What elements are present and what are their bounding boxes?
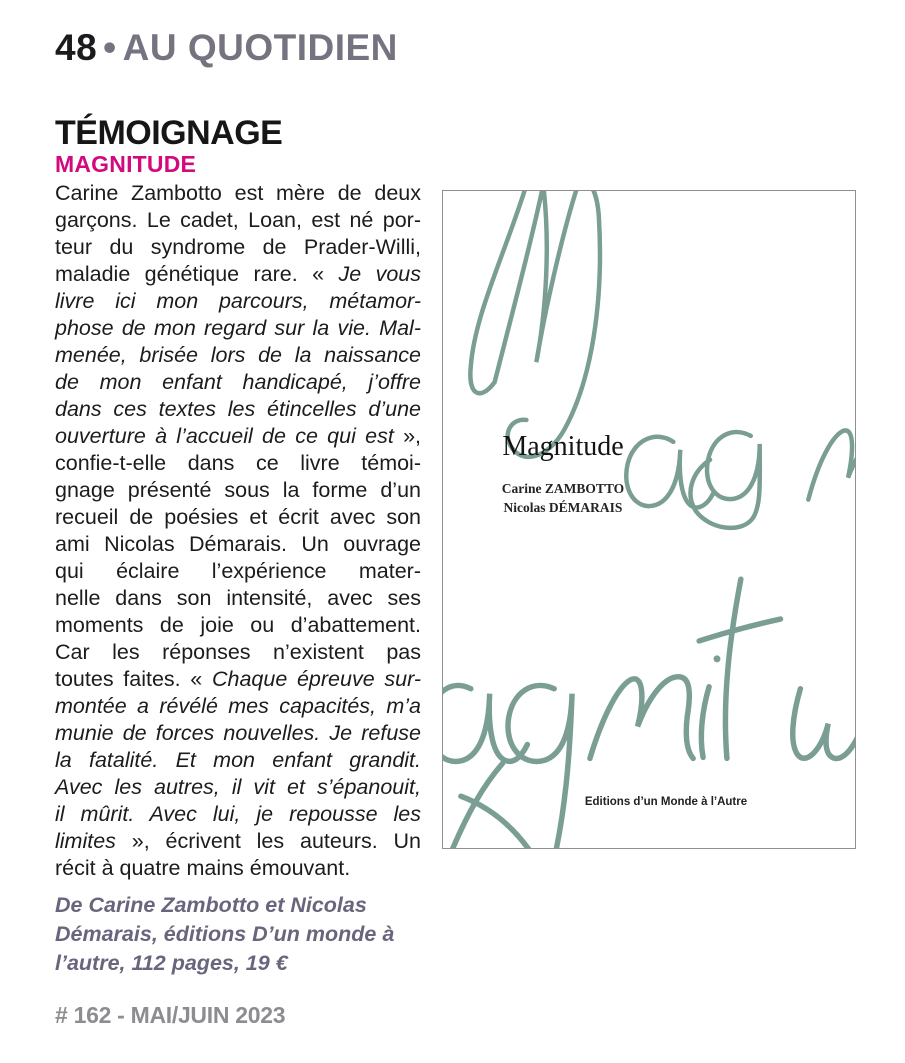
body-line: moments de joie ou d’abattement. bbox=[55, 613, 421, 637]
body-line: menée, brisée lors de la naissance bbox=[55, 343, 421, 367]
section-name: AU QUOTIDIEN bbox=[122, 27, 398, 68]
attribution-line: l’autre, 112 pages, 19 € bbox=[55, 951, 288, 975]
book-cover-image bbox=[442, 190, 856, 849]
body-line: récit à quatre mains émouvant. bbox=[55, 856, 351, 880]
body-line: Carine Zambotto est mère de deux bbox=[55, 181, 421, 205]
script-word-bottom-agnitu bbox=[443, 191, 855, 848]
body-line: de mon enfant handicapé, j’offre bbox=[55, 370, 421, 394]
body-line: il mûrit. Avec lui, je repousse les bbox=[55, 802, 421, 826]
book-authors bbox=[443, 479, 683, 517]
article-body bbox=[55, 180, 421, 882]
body-line: montée a révélé mes capacités, m’a bbox=[55, 694, 421, 718]
body-line: phose de mon regard sur la vie. Mal- bbox=[55, 316, 421, 340]
body-line: gnage présenté sous la forme d’un bbox=[55, 478, 421, 502]
body-line: garçons. Le cadet, Loan, est né por- bbox=[55, 208, 421, 232]
bullet-separator: • bbox=[103, 27, 117, 68]
body-line: ami Nicolas Démarais. Un ouvrage bbox=[55, 532, 421, 556]
body-line: la fatalité. Et mon enfant grandit. bbox=[55, 748, 421, 772]
body-line: limites », écrivent les auteurs. Un bbox=[55, 829, 421, 853]
body-line: dans ces textes les étincelles d’une bbox=[55, 397, 421, 421]
body-line: maladie génétique rare. « Je vous bbox=[55, 262, 421, 286]
book-author: Nicolas DÉMARAIS bbox=[503, 500, 623, 515]
book-author: Carine ZAMBOTTO bbox=[501, 481, 625, 496]
attribution-line: De Carine Zambotto et Nicolas bbox=[55, 893, 367, 917]
page-number: 48 bbox=[55, 27, 98, 68]
body-line: Avec les autres, il vit et s’épanouit, bbox=[55, 775, 421, 799]
book-attribution bbox=[55, 891, 394, 978]
body-line: recueil de poésies et écrit avec son bbox=[55, 505, 421, 529]
issue-footer: # 162 - MAI/JUIN 2023 bbox=[55, 1002, 286, 1028]
body-line: confie-t-elle dans ce livre témoi- bbox=[55, 451, 421, 475]
body-line: Car les réponses n’existent pas bbox=[55, 640, 421, 664]
body-line: toutes faites. « Chaque épreuve sur- bbox=[55, 667, 421, 691]
body-line: ouverture à l’accueil de ce qui est », bbox=[55, 424, 422, 448]
article-title: MAGNITUDE bbox=[55, 151, 197, 177]
body-line: livre ici mon parcours, métamor- bbox=[55, 289, 421, 313]
article-category: TÉMOIGNAGE bbox=[55, 114, 283, 152]
attribution-line: Démarais, éditions D’un monde à bbox=[55, 922, 395, 946]
body-line: munie de forces nouvelles. Je refuse bbox=[55, 721, 421, 745]
body-line: nelle dans son intensité, avec ses bbox=[55, 586, 421, 610]
body-line: teur du syndrome de Prader-Willi, bbox=[55, 235, 421, 259]
book-title: Magnitude bbox=[502, 431, 624, 462]
book-publisher: Editions d’un Monde à l’Autre bbox=[584, 796, 748, 808]
page-header bbox=[55, 27, 398, 69]
body-line: qui éclaire l’expérience mater- bbox=[55, 559, 421, 583]
